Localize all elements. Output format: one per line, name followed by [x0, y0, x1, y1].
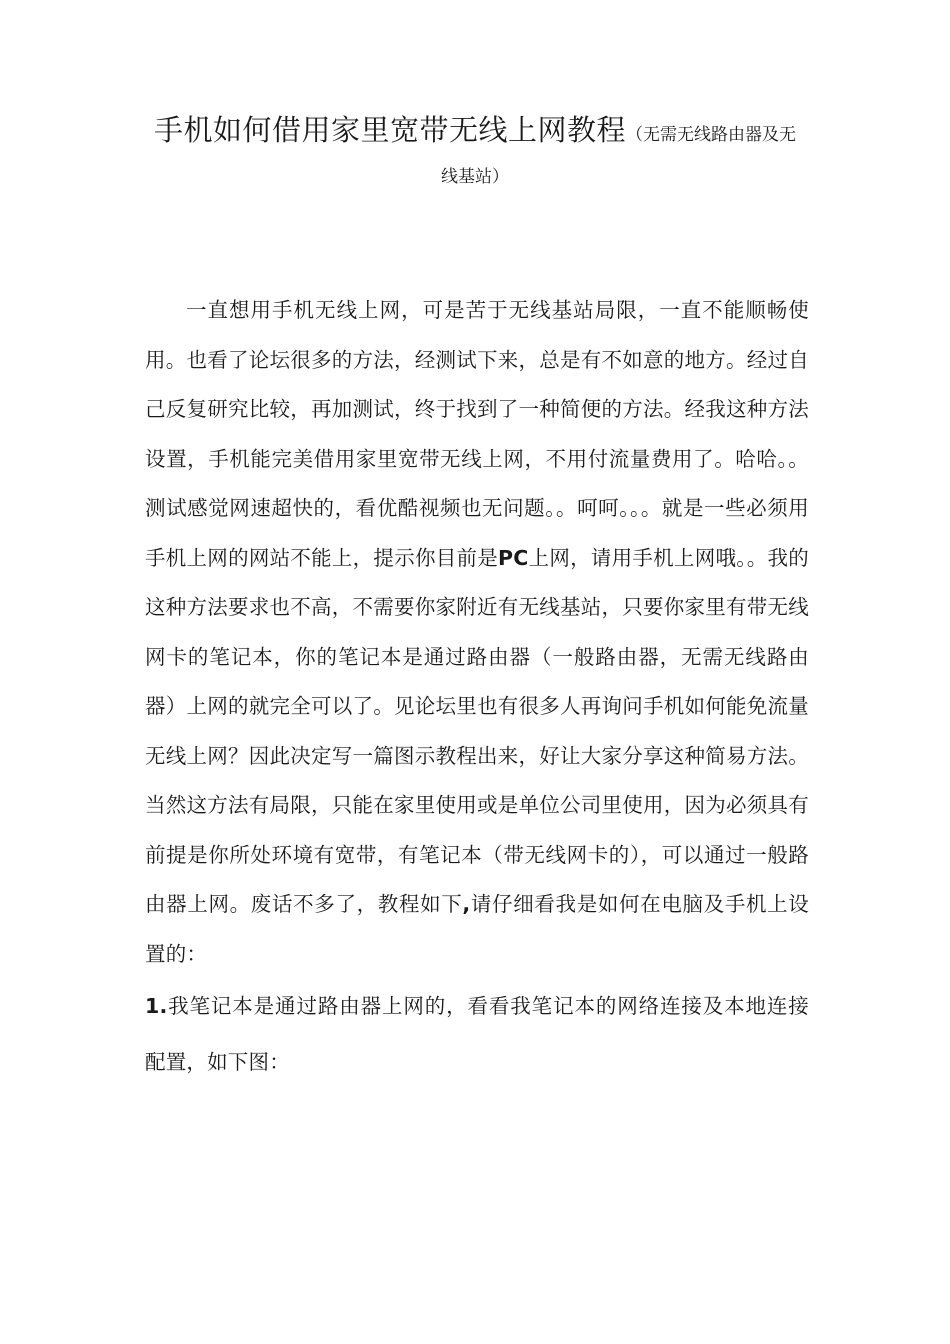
document-title [0, 108, 950, 149]
step-1-paragraph [145, 978, 809, 1090]
title-subtitle-part2: 线基站） [441, 167, 509, 187]
intro-text-3: 请仔细看我是如何在电脑及手机上设置的： [145, 892, 809, 966]
intro-pc-term: PC [498, 545, 529, 570]
intro-text-1: 一直想用手机无线上网，可是苦于无线基站局限，一直不能顺畅使用。也看了论坛很多的方法，经测试下来，总是有不如意的地方。经过自己反复研究比较，再加测试，终于找到了一种简便的方法。经我这种方法设置，手机能完美借用家里宽带无线上网，不用付流量费用了。哈哈。。测试感觉网速超快的，看优酷视频也无问题。。呵呵。。。就是一些必须用手机上网的网站不能上，提示你目前是 [145, 298, 809, 570]
intro-text-2: 上网，请用手机上网哦。。我的这种方法要求也不高，不需要你家附近有无线基站，只要你家里有带无线网卡的笔记本，你的笔记本是通过路由器（一般路由器，无需无线路由器）上网的就完全可以了。见论坛里也有很多人再询问手机如何能免流量无线上网？因此决定写一篇图示教程出来，好让大家分享这种简易方法。当然这方法有局限，只能在家里使用或是单位公司里使用，因为必须具有前提是你所处环境有宽带，有笔记本（带无线网卡的），可以通过一般路由器上网。废话不多了，教程如下 [145, 545, 809, 916]
title-subtitle-part1: （无需无线路由器及无 [626, 125, 796, 145]
step-1-text: 我笔记本是通过路由器上网的，看看我笔记本的网络连接及本地连接配置，如下图 [145, 994, 809, 1074]
title-main: 手机如何借用家里宽带无线上网教程 [153, 113, 626, 147]
step-1-tail: ： [269, 1050, 290, 1074]
intro-paragraph [145, 286, 809, 979]
step-1-number: 1. [145, 994, 168, 1018]
intro-bold-comma: , [462, 892, 471, 916]
